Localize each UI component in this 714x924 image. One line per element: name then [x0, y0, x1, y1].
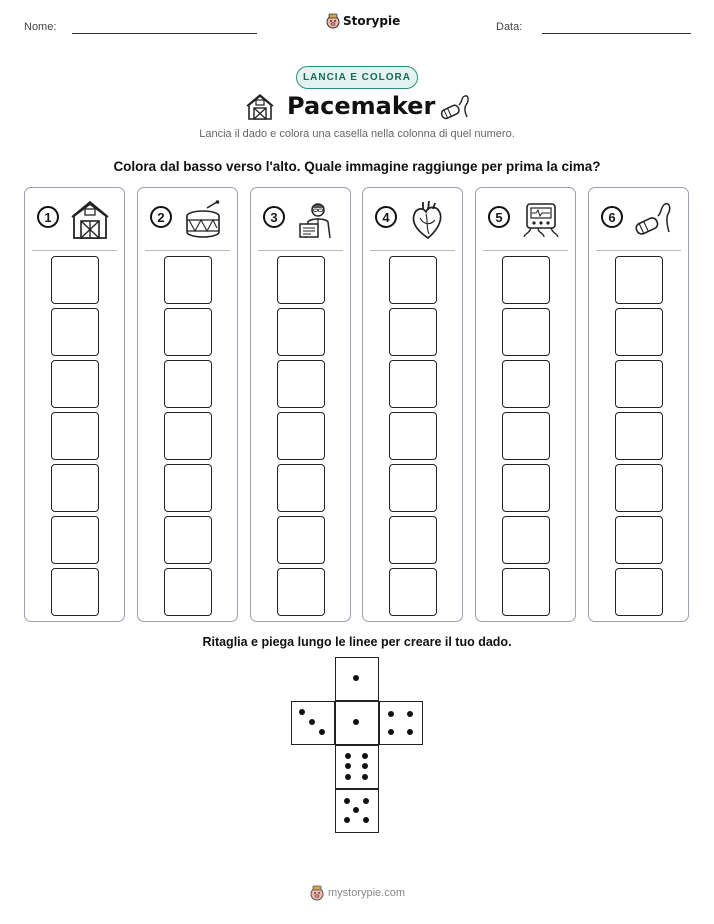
drum-icon — [183, 200, 223, 240]
pacemaker-monitor-icon — [521, 200, 561, 240]
column-number: 1 — [37, 206, 59, 228]
column-number: 2 — [150, 206, 172, 228]
column-number: 6 — [601, 206, 623, 228]
color-cell[interactable] — [615, 464, 663, 512]
color-cell[interactable] — [615, 412, 663, 460]
color-cell[interactable] — [164, 464, 212, 512]
page-title: Pacemaker — [287, 92, 436, 120]
date-line[interactable] — [542, 33, 691, 34]
pig-mascot-icon — [326, 13, 340, 29]
die-face-3 — [291, 701, 335, 745]
column-number: 3 — [263, 206, 285, 228]
heart-icon — [408, 200, 448, 240]
color-cell[interactable] — [164, 412, 212, 460]
footer — [310, 885, 405, 901]
column-6 — [588, 187, 689, 622]
column-3 — [250, 187, 351, 622]
color-cell[interactable] — [164, 256, 212, 304]
color-cell[interactable] — [51, 256, 99, 304]
die-face-5 — [335, 789, 379, 833]
color-cell[interactable] — [502, 568, 550, 616]
color-cell[interactable] — [277, 412, 325, 460]
pacemaker-device-icon — [634, 200, 674, 240]
color-cell[interactable] — [164, 516, 212, 564]
column-5 — [475, 187, 576, 622]
color-cell[interactable] — [51, 412, 99, 460]
column-number: 5 — [488, 206, 510, 228]
color-cell[interactable] — [502, 360, 550, 408]
brand-logo — [326, 13, 400, 29]
color-cell[interactable] — [164, 360, 212, 408]
color-cell[interactable] — [389, 412, 437, 460]
activity-badge: LANCIA E COLORA — [296, 66, 418, 89]
color-cell[interactable] — [389, 516, 437, 564]
color-cell[interactable] — [51, 360, 99, 408]
color-cell[interactable] — [277, 516, 325, 564]
date-label: Data: — [496, 21, 523, 33]
color-cell[interactable] — [164, 308, 212, 356]
footer-url[interactable]: mystorypie.com — [328, 887, 406, 899]
subtitle: Lancia il dado e colora una casella nella colonna di quel numero. — [199, 128, 515, 140]
column-number: 4 — [375, 206, 397, 228]
die-face-1 — [335, 657, 379, 701]
color-cell[interactable] — [389, 256, 437, 304]
color-cell[interactable] — [51, 516, 99, 564]
color-cell[interactable] — [164, 568, 212, 616]
color-cell[interactable] — [389, 308, 437, 356]
color-cell[interactable] — [502, 256, 550, 304]
color-cell[interactable] — [615, 360, 663, 408]
color-cell[interactable] — [277, 308, 325, 356]
color-cell[interactable] — [277, 568, 325, 616]
doctor-icon — [296, 200, 336, 240]
column-4 — [362, 187, 463, 622]
column-1 — [24, 187, 125, 622]
color-cell[interactable] — [615, 256, 663, 304]
color-cell[interactable] — [615, 568, 663, 616]
barn-icon — [70, 200, 110, 240]
barn-icon — [246, 93, 274, 121]
die-face-1 — [335, 701, 379, 745]
cut-instruction: Ritaglia e piega lungo le linee per creare il tuo dado. — [202, 635, 512, 649]
color-cell[interactable] — [277, 464, 325, 512]
color-cell[interactable] — [615, 516, 663, 564]
color-cell[interactable] — [615, 308, 663, 356]
pacemaker-device-icon — [439, 93, 471, 121]
pig-mascot-icon — [310, 885, 324, 901]
color-cell[interactable] — [502, 516, 550, 564]
color-cell[interactable] — [277, 360, 325, 408]
column-2 — [137, 187, 238, 622]
die-face-4 — [379, 701, 423, 745]
color-cell[interactable] — [502, 464, 550, 512]
color-cell[interactable] — [277, 256, 325, 304]
color-cell[interactable] — [389, 568, 437, 616]
name-line[interactable] — [72, 33, 257, 34]
instruction-text: Colora dal basso verso l'alto. Quale immagine raggiunge per prima la cima? — [113, 159, 601, 174]
color-cell[interactable] — [502, 412, 550, 460]
name-label: Nome: — [24, 21, 57, 33]
brand-name: Storypie — [343, 14, 401, 28]
color-cell[interactable] — [51, 464, 99, 512]
color-cell[interactable] — [502, 308, 550, 356]
color-cell[interactable] — [51, 568, 99, 616]
color-cell[interactable] — [389, 464, 437, 512]
color-cell[interactable] — [389, 360, 437, 408]
color-cell[interactable] — [51, 308, 99, 356]
die-face-6 — [335, 745, 379, 789]
